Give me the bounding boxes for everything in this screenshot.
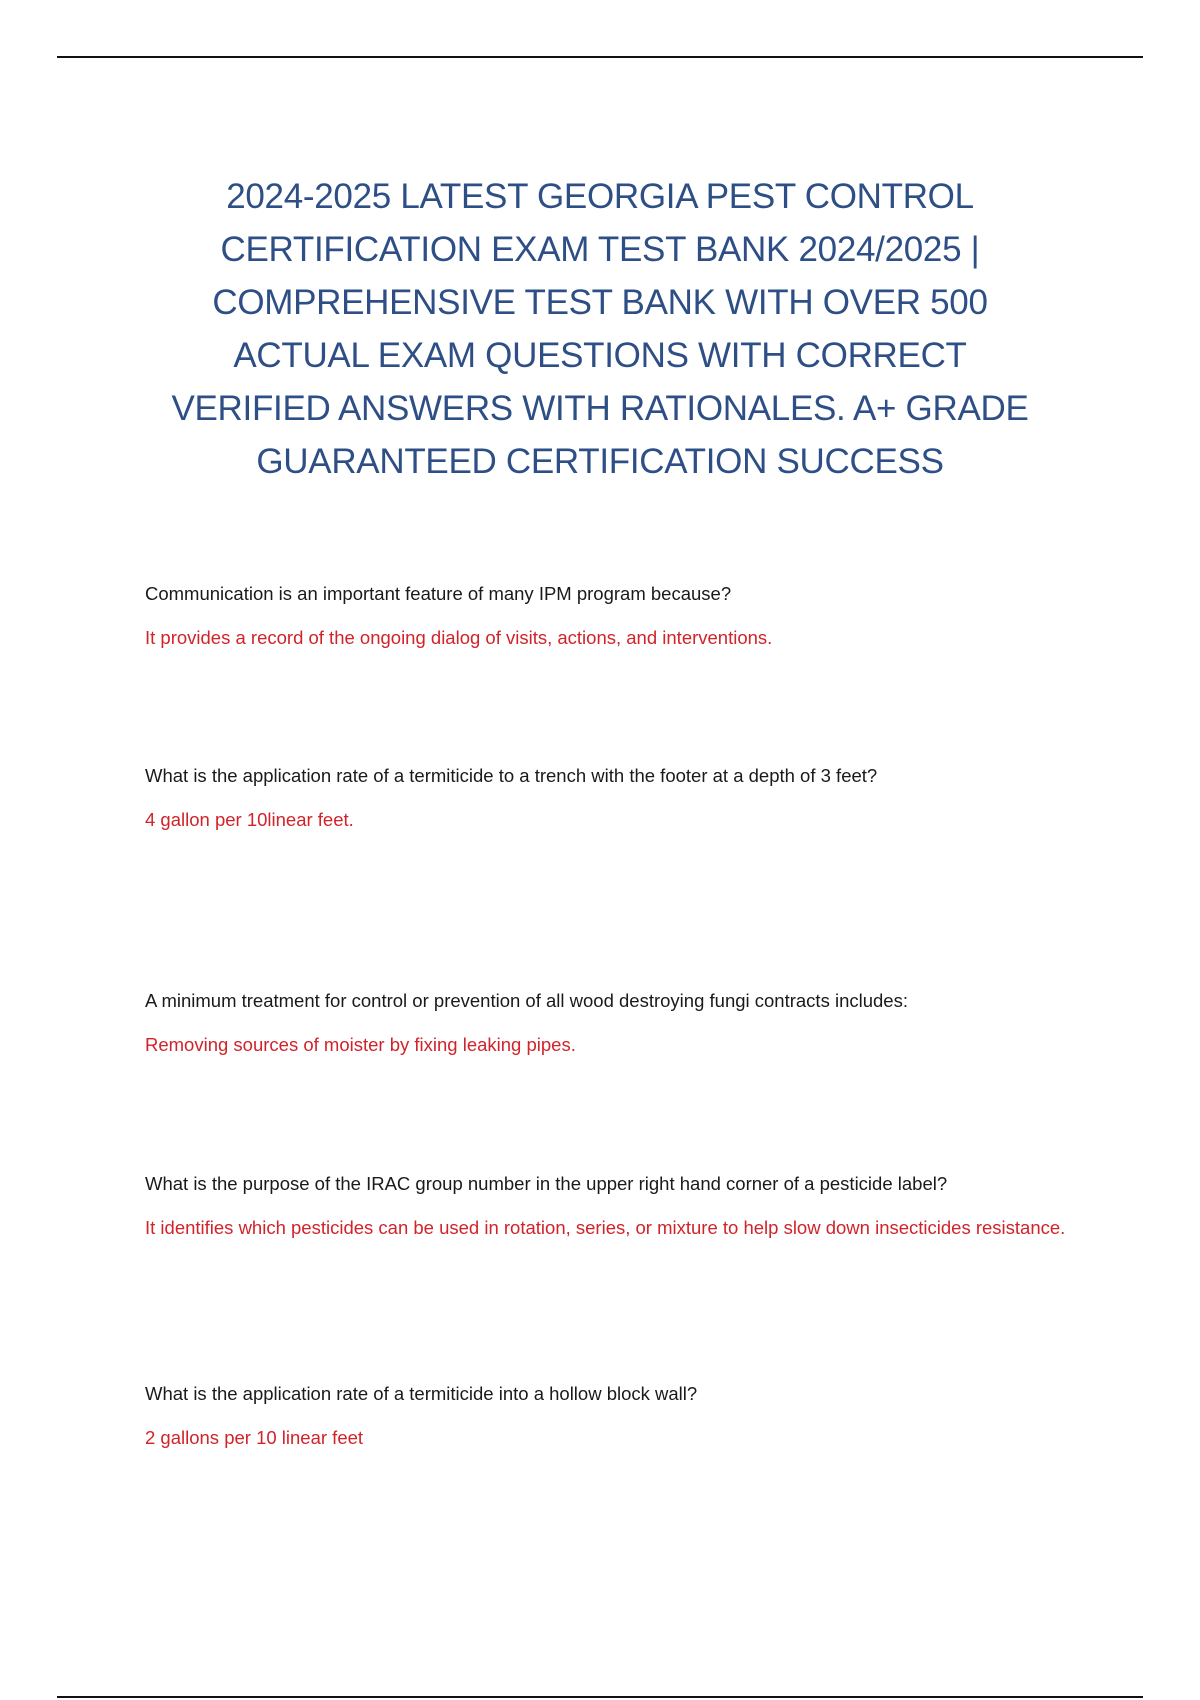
- answer-text: It identifies which pesticides can be used in rotation, series, or mixture to help slow down insecticides resistance.: [145, 1217, 1066, 1238]
- question-text: A minimum treatment for control or prevention of all wood destroying fungi contracts includes:: [145, 990, 908, 1011]
- answer-text: 4 gallon per 10linear feet.: [145, 809, 354, 830]
- qa-item: [145, 1380, 1075, 1452]
- question-text: What is the application rate of a termiticide into a hollow block wall?: [145, 1383, 698, 1404]
- bottom-rule: [57, 1696, 1143, 1698]
- qa-item: [145, 987, 1075, 1059]
- qa-item: [145, 762, 1075, 834]
- top-rule: [57, 56, 1143, 58]
- question-text: Communication is an important feature of many IPM program because?: [145, 583, 732, 604]
- document-title: 2024-2025 LATEST GEORGIA PEST CONTROL CERTIFICATION EXAM TEST BANK 2024/2025 | COMPREHENSIVE TEST BANK WITH OVER 500 ACTUAL EXAM QUESTIONS WITH CORRECT VERIFIED ANSWERS WITH RATIONALES. A+ GRADE GUARANTEED CERTIFICATION SUCCESS: [171, 177, 1029, 481]
- answer-text: 2 gallons per 10 linear feet: [145, 1427, 364, 1448]
- qa-item: [145, 1170, 1075, 1242]
- answer-text: It provides a record of the ongoing dialog of visits, actions, and interventions.: [145, 627, 773, 648]
- question-text: What is the purpose of the IRAC group number in the upper right hand corner of a pesticide label?: [145, 1173, 948, 1194]
- answer-text: Removing sources of moister by fixing leaking pipes.: [145, 1034, 576, 1055]
- question-text: What is the application rate of a termiticide to a trench with the footer at a depth of 3 feet?: [145, 765, 878, 786]
- qa-item: [145, 580, 1075, 652]
